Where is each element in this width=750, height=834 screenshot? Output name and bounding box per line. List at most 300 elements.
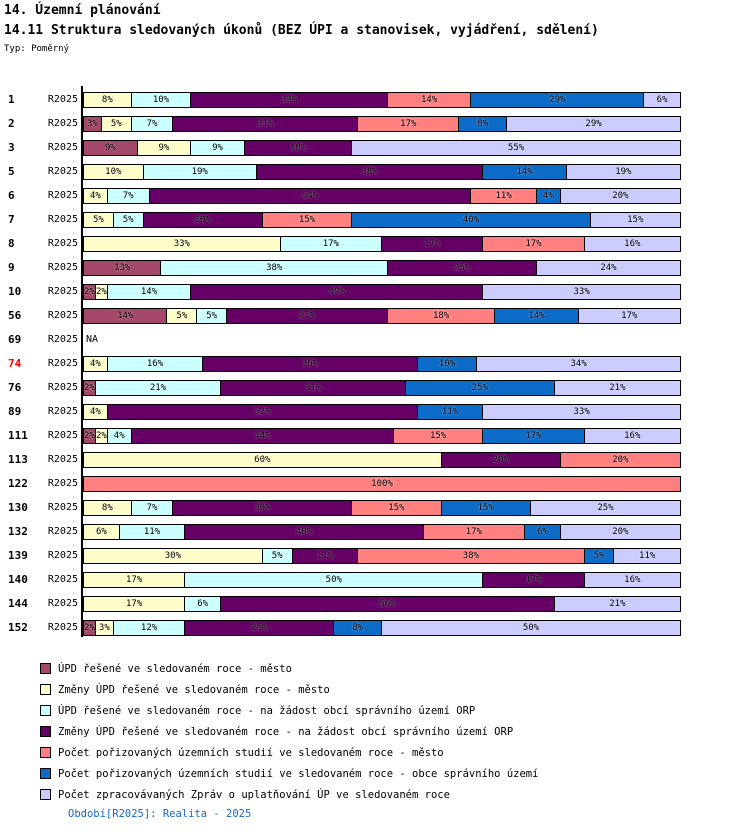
segment-value-label: 50% xyxy=(325,575,342,585)
bar-segment xyxy=(84,405,108,419)
segment-value-label: 25% xyxy=(471,383,488,393)
bar-segment xyxy=(108,429,132,443)
row-period-label: R2025 xyxy=(47,214,78,225)
legend-swatch-icon xyxy=(40,768,51,779)
segment-value-label: 15% xyxy=(477,503,494,513)
page-title: 14. Územní plánování xyxy=(4,3,161,18)
row-label: 113 xyxy=(8,453,28,466)
bar-segment xyxy=(358,549,584,563)
bar-segment xyxy=(483,405,680,419)
segment-value-label: 17% xyxy=(525,431,542,441)
bar-segment xyxy=(102,117,132,131)
stacked-bar xyxy=(83,500,681,516)
segment-value-label: 4% xyxy=(89,359,101,369)
bar-segment xyxy=(352,501,441,515)
row-period-label: R2025 xyxy=(47,454,78,465)
bar-segment xyxy=(561,525,680,539)
bar-segment xyxy=(483,429,584,443)
row-label: 9 xyxy=(8,261,15,274)
bar-segment xyxy=(483,285,680,299)
bar-segment xyxy=(84,525,120,539)
bar-segment xyxy=(495,309,578,323)
stacked-bar xyxy=(83,404,681,420)
segment-value-label: 3% xyxy=(87,119,98,129)
legend-swatch-icon xyxy=(40,684,51,695)
bar-segment xyxy=(221,381,406,395)
segment-value-label: 21% xyxy=(149,383,167,393)
segment-value-label: 54% xyxy=(301,191,319,201)
segment-value-label: 5% xyxy=(206,311,218,321)
segment-value-label: 33% xyxy=(573,287,590,297)
segment-value-label: 5% xyxy=(110,119,122,129)
bar-segment xyxy=(150,189,472,203)
bar-segment xyxy=(358,117,459,131)
row-period-label: R2025 xyxy=(47,286,78,297)
segment-value-label: 30% xyxy=(254,503,271,513)
segment-value-label: 29% xyxy=(585,119,602,129)
bar-segment xyxy=(120,525,186,539)
bar-segment xyxy=(483,573,584,587)
bar-segment xyxy=(114,213,144,227)
segment-value-label: 2% xyxy=(95,431,107,441)
bar-segment xyxy=(263,213,352,227)
bar-segment xyxy=(483,165,566,179)
bar-segment xyxy=(388,261,537,275)
legend-swatch-icon xyxy=(40,789,51,800)
segment-value-label: 3% xyxy=(98,623,110,633)
stacked-bar xyxy=(83,356,681,372)
row-period-label: R2025 xyxy=(47,502,78,513)
segment-value-label: 14% xyxy=(140,287,158,297)
segment-value-label: 16% xyxy=(624,431,641,441)
bar-segment xyxy=(84,453,442,467)
chart-title: 14.11 Struktura sledovaných úkonů (BEZ ÚPI a stanovisek, vyjádření, sdělení) xyxy=(4,23,599,38)
segment-value-label: 25% xyxy=(597,503,614,513)
legend-label: Změny ÚPD řešené ve sledovaném roce - město xyxy=(58,683,330,696)
row-period-label: R2025 xyxy=(47,238,78,249)
bar-segment xyxy=(185,525,423,539)
segment-value-label: 50% xyxy=(522,623,540,633)
bar-segment xyxy=(173,117,358,131)
row-label: 89 xyxy=(8,405,22,418)
bar-segment xyxy=(614,549,680,563)
segment-value-label: 4% xyxy=(89,191,101,201)
segment-value-label: 4% xyxy=(89,407,101,417)
segment-value-label: 19% xyxy=(191,167,208,177)
bar-segment xyxy=(394,429,483,443)
row-period-label: R2025 xyxy=(47,190,78,201)
legend-swatch-icon xyxy=(40,726,51,737)
segment-value-label: 14% xyxy=(421,95,438,105)
bar-segment xyxy=(84,117,102,131)
bar-segment xyxy=(591,213,680,227)
bar-segment xyxy=(227,309,388,323)
row-label: 3 xyxy=(8,141,15,154)
bar-segment xyxy=(185,597,221,611)
bar-segment xyxy=(471,189,537,203)
segment-value-label: 2% xyxy=(84,383,95,393)
segment-value-label: 16% xyxy=(146,359,164,369)
segment-value-label: 20% xyxy=(612,191,629,201)
stacked-bar xyxy=(83,308,681,324)
row-period-label: R2025 xyxy=(47,526,78,537)
legend-item xyxy=(40,768,538,779)
row-label: 8 xyxy=(8,237,15,250)
segment-value-label: 9% xyxy=(212,143,223,153)
bar-segment xyxy=(108,285,191,299)
bar-segment xyxy=(84,597,185,611)
segment-value-label: 55% xyxy=(507,143,525,153)
segment-value-label: 15% xyxy=(298,215,316,225)
bar-segment xyxy=(84,141,138,155)
bar-segment xyxy=(191,93,388,107)
bar-segment xyxy=(442,501,531,515)
bar-segment xyxy=(108,357,203,371)
segment-value-label: 17% xyxy=(322,239,339,249)
row-label: 7 xyxy=(8,213,15,226)
segment-value-label: 30% xyxy=(164,551,182,561)
bar-segment xyxy=(108,189,150,203)
bar-segment xyxy=(84,621,96,635)
stacked-bar xyxy=(83,164,681,180)
segment-value-label: 6% xyxy=(95,527,107,537)
legend-swatch-icon xyxy=(40,747,51,758)
stacked-bar xyxy=(83,284,681,300)
row-period-label: R2025 xyxy=(47,382,78,393)
bar-segment xyxy=(257,165,483,179)
bar-segment xyxy=(477,357,680,371)
bar-segment xyxy=(132,429,394,443)
bar-segment xyxy=(418,357,478,371)
bar-segment xyxy=(167,309,197,323)
row-label: 111 xyxy=(8,429,28,442)
segment-value-label: 18% xyxy=(432,311,450,321)
bar-segment xyxy=(221,597,555,611)
bar-segment xyxy=(442,453,561,467)
bar-segment xyxy=(203,357,418,371)
segment-value-label: 5% xyxy=(593,551,605,561)
segment-value-label: 13% xyxy=(114,263,131,273)
segment-value-label: 6% xyxy=(197,599,209,609)
row-period-label: R2025 xyxy=(47,310,78,321)
bar-segment xyxy=(84,477,680,491)
legend-label: ÚPD řešené ve sledovaném roce - na žádost obcí správního území ORP xyxy=(58,704,476,717)
bar-segment xyxy=(406,381,555,395)
stacked-bar xyxy=(83,260,681,276)
chart-legend xyxy=(40,663,538,810)
stacked-bar xyxy=(83,596,681,612)
row-label: 69 xyxy=(8,333,22,346)
bar-segment xyxy=(459,117,507,131)
bar-segment xyxy=(84,501,132,515)
segment-value-label: 8% xyxy=(352,623,364,633)
bar-segment xyxy=(84,573,185,587)
row-period-label: R2025 xyxy=(47,94,78,105)
legend-label: Počet pořizovaných územních studií ve sledovaném roce - obce správního území xyxy=(58,767,539,780)
segment-value-label: 27% xyxy=(298,311,316,321)
segment-value-label: 8% xyxy=(101,503,113,513)
bar-segment xyxy=(388,309,495,323)
stacked-bar xyxy=(83,140,681,156)
bar-segment xyxy=(537,189,561,203)
bar-segment xyxy=(531,501,680,515)
segment-value-label: 25% xyxy=(453,263,471,273)
segment-value-label: 11% xyxy=(316,551,333,561)
row-period-label: R2025 xyxy=(47,118,78,129)
segment-value-label: 20% xyxy=(194,215,211,225)
segment-value-label: 56% xyxy=(379,599,396,609)
segment-value-label: 8% xyxy=(101,95,113,105)
segment-value-label: 17% xyxy=(525,575,542,585)
stacked-bar xyxy=(83,428,681,444)
segment-value-label: 7% xyxy=(122,191,134,201)
segment-value-label: 44% xyxy=(254,431,271,441)
segment-value-label: 5% xyxy=(176,311,188,321)
row-na-value: NA xyxy=(86,334,99,345)
bar-segment xyxy=(245,141,352,155)
row-label: 130 xyxy=(8,501,28,514)
stacked-bar xyxy=(83,92,681,108)
stacked-bar xyxy=(83,476,681,492)
segment-value-label: 40% xyxy=(295,527,313,537)
segment-value-label: 34% xyxy=(570,359,587,369)
bar-segment xyxy=(555,597,680,611)
row-period-label: R2025 xyxy=(47,262,78,273)
stacked-bar xyxy=(83,380,681,396)
bar-segment xyxy=(471,93,644,107)
bar-segment xyxy=(84,237,281,251)
bar-segment xyxy=(108,405,418,419)
segment-value-label: 2% xyxy=(84,623,95,633)
bar-segment xyxy=(144,165,257,179)
legend-item xyxy=(40,726,538,737)
row-label: 2 xyxy=(8,117,15,130)
row-label: 6 xyxy=(8,189,15,202)
bar-segment xyxy=(96,429,108,443)
segment-value-label: 33% xyxy=(573,407,590,417)
segment-value-label: 11% xyxy=(143,527,161,537)
bar-segment xyxy=(585,429,680,443)
bar-segment xyxy=(561,453,680,467)
segment-value-label: 14% xyxy=(516,167,533,177)
segment-value-label: 17% xyxy=(621,311,638,321)
bar-segment xyxy=(424,525,525,539)
bar-segment xyxy=(281,237,382,251)
stacked-bar xyxy=(83,572,681,588)
segment-value-label: 16% xyxy=(624,239,641,249)
segment-value-label: 38% xyxy=(361,167,378,177)
bar-segment xyxy=(537,261,680,275)
legend-item xyxy=(40,684,538,695)
bar-segment xyxy=(84,357,108,371)
bar-segment xyxy=(96,285,108,299)
segment-value-label: 17% xyxy=(400,119,417,129)
segment-value-label: 10% xyxy=(152,95,170,105)
row-period-label: R2025 xyxy=(47,430,78,441)
bar-segment xyxy=(84,381,96,395)
bar-segment xyxy=(555,381,680,395)
legend-item xyxy=(40,705,538,716)
bar-segment xyxy=(579,309,680,323)
bar-segment xyxy=(644,93,680,107)
segment-value-label: 31% xyxy=(304,383,322,393)
segment-value-label: 52% xyxy=(254,407,271,417)
segment-value-label: 5% xyxy=(92,215,104,225)
segment-value-label: 33% xyxy=(280,95,298,105)
segment-value-label: 21% xyxy=(609,383,626,393)
row-period-label: R2025 xyxy=(47,166,78,177)
bar-segment xyxy=(185,573,483,587)
row-label: 76 xyxy=(8,381,22,394)
chart-type-label: Typ: Poměrný xyxy=(4,44,70,54)
segment-value-label: 17% xyxy=(525,239,542,249)
legend-item xyxy=(40,789,538,800)
bar-segment xyxy=(144,213,263,227)
bar-segment xyxy=(525,525,561,539)
segment-value-label: 9% xyxy=(158,143,170,153)
segment-value-label: 14% xyxy=(117,311,134,321)
segment-value-label: 29% xyxy=(549,95,566,105)
segment-value-label: 100% xyxy=(371,479,393,489)
legend-label: ÚPD řešené ve sledovaném roce - město xyxy=(58,662,292,675)
row-label: 144 xyxy=(8,597,28,610)
bar-segment xyxy=(132,501,174,515)
legend-item xyxy=(40,663,538,674)
segment-value-label: 5% xyxy=(122,215,134,225)
segment-value-label: 2% xyxy=(84,431,95,441)
bar-segment xyxy=(84,189,108,203)
segment-value-label: 2% xyxy=(95,287,107,297)
stacked-bar xyxy=(83,548,681,564)
segment-value-label: 38% xyxy=(266,263,283,273)
segment-value-label: 17% xyxy=(424,239,441,249)
bar-segment xyxy=(132,117,174,131)
row-period-label: R2025 xyxy=(47,406,78,417)
legend-item xyxy=(40,747,538,758)
row-label: 10 xyxy=(8,285,22,298)
segment-value-label: 5% xyxy=(271,551,283,561)
bar-segment xyxy=(84,213,114,227)
segment-value-label: 11% xyxy=(495,191,512,201)
bar-segment xyxy=(561,189,680,203)
bar-segment xyxy=(382,237,483,251)
segment-value-label: 6% xyxy=(656,95,668,105)
stacked-bar xyxy=(83,212,681,228)
stacked-bar xyxy=(83,620,681,636)
segment-value-label: 17% xyxy=(126,599,143,609)
bar-segment xyxy=(567,165,680,179)
segment-value-label: 12% xyxy=(140,623,158,633)
bar-segment xyxy=(138,141,192,155)
bar-segment xyxy=(84,309,167,323)
legend-label: Počet zpracovávaných Zpráv o uplatňování ÚP ve sledovaném roce xyxy=(58,788,450,801)
segment-value-label: 6% xyxy=(536,527,548,537)
segment-value-label: 4% xyxy=(113,431,125,441)
bar-segment xyxy=(197,309,227,323)
segment-value-label: 20% xyxy=(612,527,629,537)
bar-segment xyxy=(84,549,263,563)
period-footer: Období[R2025]: Realita - 2025 xyxy=(68,808,252,820)
segment-value-label: 17% xyxy=(126,575,143,585)
row-label: 122 xyxy=(8,477,28,490)
row-label: 5 xyxy=(8,165,15,178)
bar-segment xyxy=(585,573,680,587)
bar-segment xyxy=(382,621,680,635)
row-label: 56 xyxy=(8,309,22,322)
row-period-label: R2025 xyxy=(47,550,78,561)
segment-value-label: 15% xyxy=(429,431,447,441)
segment-value-label: 20% xyxy=(492,455,509,465)
segment-value-label: 11% xyxy=(639,551,656,561)
bar-segment xyxy=(84,93,132,107)
segment-value-label: 16% xyxy=(624,575,641,585)
row-period-label: R2025 xyxy=(47,574,78,585)
segment-value-label: 4% xyxy=(542,191,554,201)
segment-value-label: 24% xyxy=(600,263,617,273)
stacked-bar xyxy=(83,524,681,540)
segment-value-label: 9% xyxy=(104,143,116,153)
row-period-label: R2025 xyxy=(47,334,78,345)
legend-swatch-icon xyxy=(40,663,51,674)
bar-segment xyxy=(334,621,382,635)
bar-segment xyxy=(96,381,221,395)
legend-label: Počet pořizovaných územních studií ve sledovaném roce - město xyxy=(58,746,444,759)
row-period-label: R2025 xyxy=(47,598,78,609)
segment-value-label: 8% xyxy=(477,119,489,129)
bar-segment xyxy=(263,549,293,563)
segment-value-label: 10% xyxy=(105,167,122,177)
bar-segment xyxy=(173,501,352,515)
row-period-label: R2025 xyxy=(47,622,78,633)
bar-segment xyxy=(185,621,334,635)
segment-value-label: 33% xyxy=(173,239,190,249)
segment-value-label: 7% xyxy=(146,119,158,129)
bar-segment xyxy=(84,165,144,179)
bar-segment xyxy=(84,285,96,299)
segment-value-label: 31% xyxy=(257,119,274,129)
segment-value-label: 15% xyxy=(388,503,405,513)
row-label: 132 xyxy=(8,525,28,538)
segment-value-label: 40% xyxy=(462,215,479,225)
row-label: 74 xyxy=(8,357,22,370)
legend-label: Změny ÚPD řešené ve sledovaném roce - na žádost obcí správního území ORP xyxy=(58,725,514,738)
segment-value-label: 11% xyxy=(441,407,459,417)
bar-segment xyxy=(84,429,96,443)
row-label: 1 xyxy=(8,93,15,106)
segment-value-label: 15% xyxy=(627,215,644,225)
bar-segment xyxy=(191,285,483,299)
bar-segment xyxy=(96,621,114,635)
bar-segment xyxy=(293,549,359,563)
bar-segment xyxy=(418,405,484,419)
bar-segment xyxy=(114,621,186,635)
stacked-bar xyxy=(83,116,681,132)
segment-value-label: 18% xyxy=(289,143,307,153)
row-period-label: R2025 xyxy=(47,142,78,153)
bar-segment xyxy=(84,261,161,275)
bar-segment xyxy=(388,93,471,107)
row-label: 139 xyxy=(8,549,28,562)
stacked-bar xyxy=(83,188,681,204)
row-period-label: R2025 xyxy=(47,358,78,369)
row-period-label: R2025 xyxy=(47,478,78,489)
row-label: 140 xyxy=(8,573,28,586)
segment-value-label: 38% xyxy=(462,551,479,561)
segment-value-label: 21% xyxy=(609,599,626,609)
bar-segment xyxy=(585,237,680,251)
segment-value-label: 19% xyxy=(615,167,632,177)
bar-segment xyxy=(132,93,192,107)
